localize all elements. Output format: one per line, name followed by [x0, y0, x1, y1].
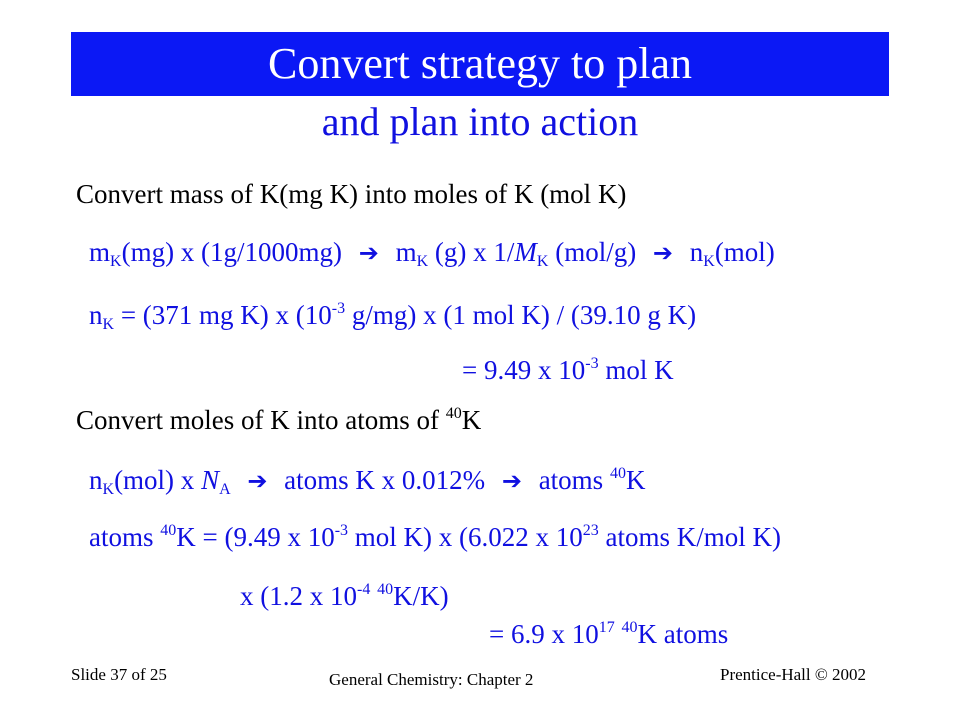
- calc-part1: K = (9.49 x 10: [176, 522, 335, 552]
- atoms-k-abundance: atoms K x 0.012%: [284, 465, 486, 495]
- section2-calculation: [89, 521, 781, 553]
- section1-result: [462, 354, 674, 386]
- exponent: -3: [331, 300, 346, 317]
- atoms-label: atoms: [89, 522, 161, 552]
- exponent: -4: [357, 581, 371, 598]
- calc-part3: atoms K/mol K): [598, 522, 782, 552]
- section2-calculation-continued: [240, 580, 449, 612]
- calc-part2: mol K) x (6.022 x 10: [348, 522, 583, 552]
- slide-title: Convert strategy to plan: [267, 39, 692, 88]
- section1-heading: Convert mass of K(mg K) into moles of K (mol K): [76, 179, 627, 209]
- right-arrow-icon: ➔: [230, 467, 285, 495]
- element-symbol: K: [625, 465, 646, 495]
- mol-unit: (mol): [714, 237, 775, 267]
- exponent: -3: [585, 355, 599, 372]
- moles-symbol: n: [89, 300, 103, 330]
- element-symbol: K: [461, 405, 482, 435]
- exponent: 23: [582, 522, 599, 539]
- slide-number: Slide 37 of 25: [71, 665, 167, 684]
- calc-part1: = (371 mg K) x (10: [114, 300, 332, 330]
- isotope-number: 40: [621, 619, 638, 636]
- right-arrow-icon: ➔: [485, 467, 539, 495]
- atoms-label: atoms: [538, 465, 610, 495]
- result-part1: = 9.49 x 10: [462, 355, 586, 385]
- result-part2: K atoms: [637, 619, 729, 649]
- subscript-k: K: [102, 481, 115, 498]
- isotope-number: 40: [609, 465, 626, 482]
- calc2-part2: K/K): [393, 581, 449, 611]
- subscript-k: K: [703, 253, 715, 270]
- g-conversion: (g) x 1/: [428, 237, 515, 267]
- result-part1: = 6.9 x 10: [489, 619, 599, 649]
- isotope-number: 40: [377, 581, 394, 598]
- mass-symbol: m: [395, 237, 417, 267]
- subscript-k: K: [536, 253, 549, 270]
- mg-conversion: (mg) x (1g/1000mg): [121, 237, 343, 267]
- isotope-number: 40: [445, 405, 462, 422]
- section2-flow: [89, 464, 645, 497]
- exponent: 17: [598, 619, 615, 636]
- moles-symbol: n: [89, 465, 103, 495]
- exponent: -3: [334, 522, 349, 539]
- moles-symbol: n: [689, 237, 704, 267]
- calc2-part1: x (1.2 x 10: [240, 581, 357, 611]
- subscript-k: K: [110, 253, 122, 270]
- subscript-k: K: [102, 316, 115, 333]
- footer-copyright: Prentice-Hall © 2002: [720, 665, 867, 684]
- section1-calculation: [89, 299, 696, 331]
- section2-result: [489, 618, 728, 650]
- footer-course: General Chemistry: Chapter 2: [329, 670, 534, 689]
- mol-times: (mol) x: [114, 465, 202, 495]
- slide-subtitle: and plan into action: [321, 99, 639, 144]
- avogadro-symbol: N: [201, 465, 220, 495]
- subscript-a: A: [219, 481, 231, 498]
- section1-flow: [89, 236, 775, 269]
- right-arrow-icon: ➔: [636, 239, 690, 267]
- subscript-k: K: [416, 253, 429, 270]
- isotope-number: 40: [160, 522, 177, 539]
- molar-mass-symbol: M: [514, 237, 537, 267]
- mass-symbol: m: [89, 237, 111, 267]
- calc-part2: g/mg) x (1 mol K) / (39.10 g K): [345, 300, 697, 330]
- result-part2: mol K: [598, 355, 674, 385]
- section2-heading: [76, 404, 481, 436]
- mol-per-g: (mol/g): [548, 237, 637, 267]
- heading-text: Convert moles of K into atoms of: [76, 405, 446, 435]
- right-arrow-icon: ➔: [342, 239, 396, 267]
